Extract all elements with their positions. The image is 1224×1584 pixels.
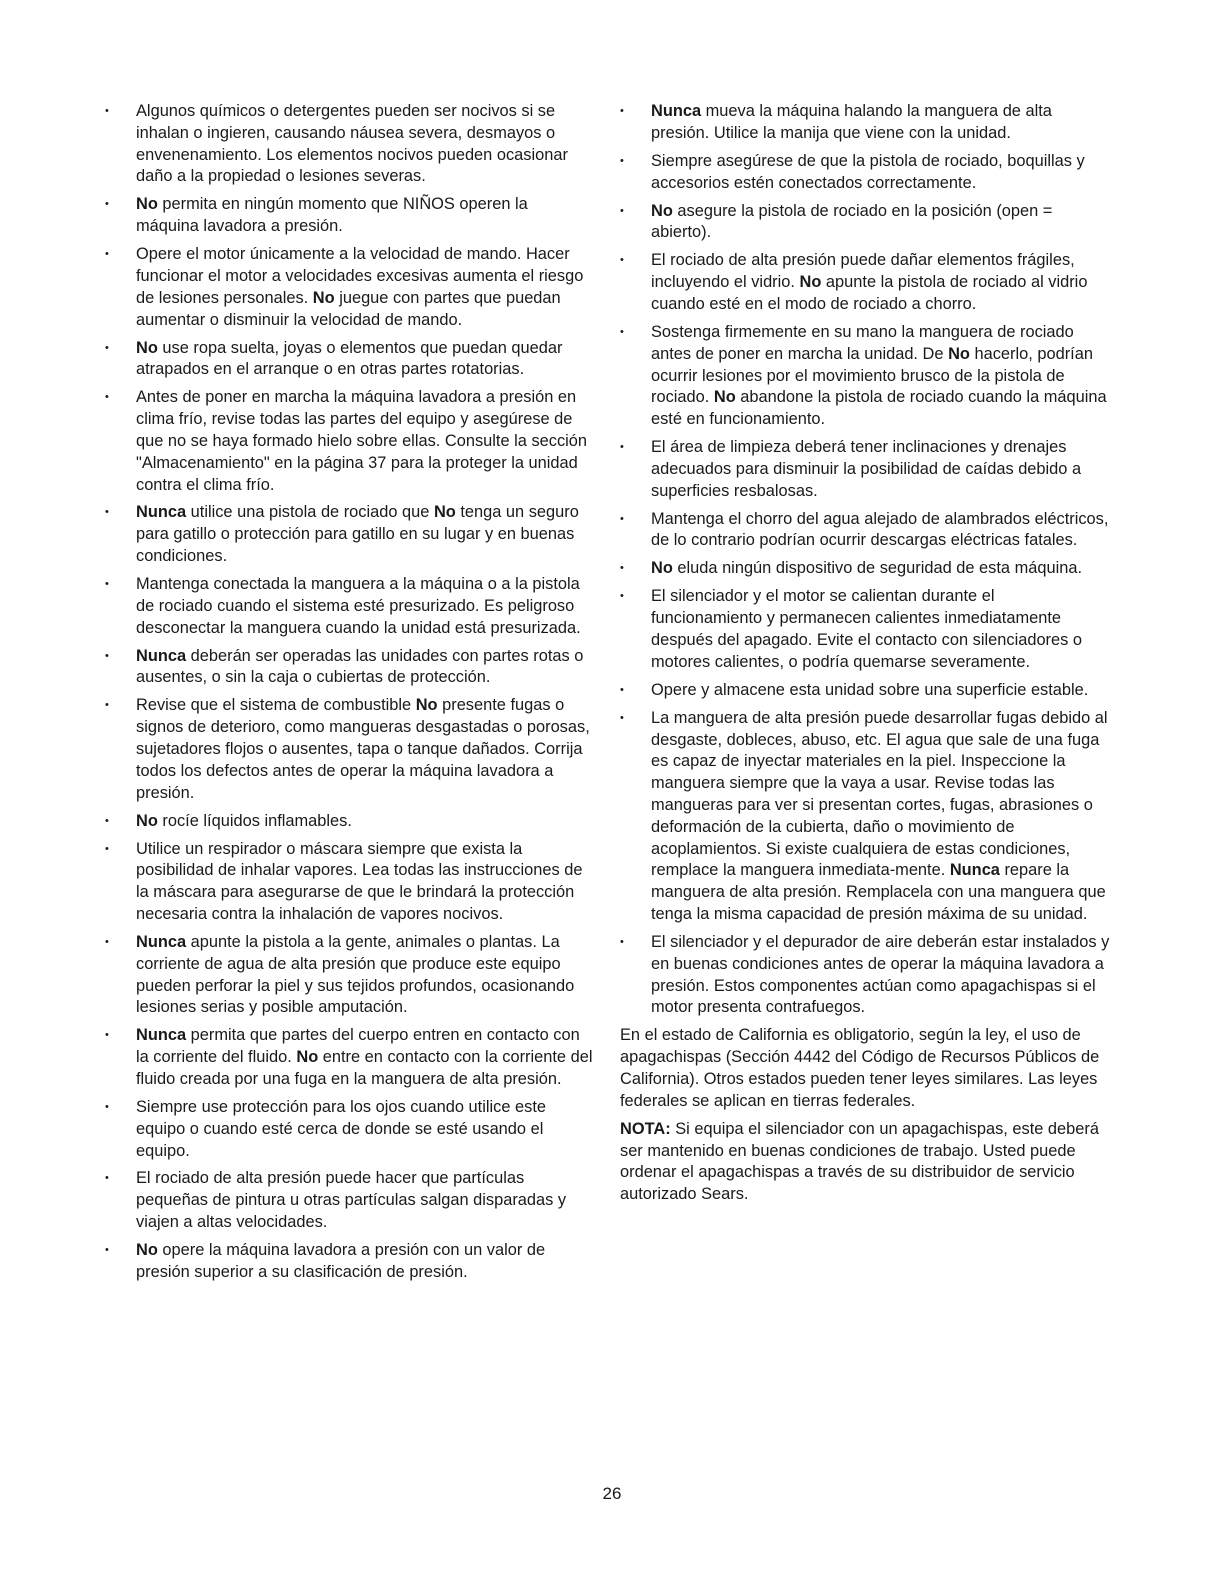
right-safety-list bbox=[620, 101, 1110, 1019]
item-text: apunte la pistola de rociado al vidrio cuando esté en el modo de rociado a chorro. bbox=[651, 273, 1088, 313]
california-paragraph: En el estado de California es obligatorio, según la ley, el uso de apagachispas (Sección 4442 del Código de Recursos Públicos de California). Otros estados pueden tener leyes similares. Las leyes federales se aplican en tierras federales. bbox=[620, 1026, 1100, 1110]
emphasis-text: No bbox=[433, 503, 456, 522]
list-item bbox=[620, 558, 1110, 580]
emphasis-text: No bbox=[136, 1241, 158, 1260]
item-text: Utilice un respirador o máscara siempre que exista la posibilidad de inhalar vapores. Lea todas las instrucciones de la máscara para asegurarse de que le brindará la protección necesaria contra la inhalación de vapores nocivos. bbox=[136, 839, 583, 923]
list-item bbox=[105, 839, 595, 926]
list-item bbox=[620, 151, 1110, 195]
item-text: El área de limpieza deberá tener inclinaciones y drenajes adecuados para disminuir la posibilidad de caídas debido a superficies resbalosas. bbox=[651, 438, 1082, 500]
emphasis-text: Nunca bbox=[136, 932, 187, 951]
item-text: Siempre asegúrese de que la pistola de rociado, boquillas y accesorios estén conectados correctamente. bbox=[651, 151, 1085, 192]
item-text: use ropa suelta, joyas o elementos que puedan quedar atrapados en el arranque o en otras partes rotatorias. bbox=[136, 338, 563, 379]
emphasis-text: No bbox=[651, 201, 673, 220]
list-item bbox=[105, 695, 595, 804]
list-item bbox=[105, 502, 595, 567]
left-column bbox=[105, 101, 595, 1290]
item-text: El silenciador y el motor se calientan durante el funcionamiento y permanecen calientes inmediatamente después del apagado. Evite el contacto con silenciadores o motores calientes, o podría quemarse severamente. bbox=[651, 587, 1082, 671]
list-item bbox=[105, 1240, 595, 1284]
left-safety-list bbox=[105, 101, 595, 1284]
item-text: hacerlo, podrían ocurrir lesiones por el movimiento brusco de la pistola de rociado. bbox=[651, 344, 1093, 407]
list-item bbox=[105, 101, 595, 188]
item-text: El silenciador y el depurador de aire deberán estar instalados y en buenas condiciones antes de operar la máquina lavadora a presión. Estos componentes actúan como apagachispas si el motor presenta contrafuegos. bbox=[651, 932, 1110, 1017]
list-item bbox=[620, 437, 1110, 502]
emphasis-text: No bbox=[296, 1048, 319, 1067]
item-text: mueva la máquina halando la manguera de alta presión. Utilice la manija que viene con la unidad. bbox=[651, 102, 1052, 142]
emphasis-text: No bbox=[651, 559, 673, 578]
item-text: eluda ningún dispositivo de seguridad de esta máquina. bbox=[672, 559, 1083, 578]
list-item bbox=[105, 1168, 595, 1233]
list-item bbox=[105, 574, 595, 639]
list-item bbox=[105, 1025, 595, 1090]
emphasis-text: No bbox=[136, 811, 158, 830]
note-paragraph bbox=[620, 1119, 1110, 1206]
emphasis-text: Nunca bbox=[949, 861, 1000, 880]
emphasis-text: No bbox=[799, 273, 822, 292]
item-text: deberán ser operadas las unidades con partes rotas o ausentes, o sin la caja o cubiertas de protección. bbox=[136, 646, 584, 687]
item-text: La manguera de alta presión puede desarrollar fugas debido al desgaste, dobleces, abuso, etc. El agua que sale de una fuga es capaz de inyectar materiales en la piel. Inspeccione la manguera siempre que la vaya a usar. Revise todas las mangueras para ver si presentan cortes, fugas, abrasiones o deformación de la cubierta, daño o movimiento de acoplamientos. Si existe cualquiera de estas condiciones, remplace la manguera inmediata-mente. bbox=[651, 708, 1108, 880]
item-text: permita que partes del cuerpo entren en contacto con la corriente del fluido. bbox=[136, 1026, 580, 1067]
list-item bbox=[620, 201, 1110, 245]
emphasis-text: Nunca bbox=[136, 646, 187, 665]
emphasis-text: No bbox=[415, 696, 438, 715]
list-item bbox=[105, 811, 595, 833]
list-item bbox=[620, 586, 1110, 673]
item-text: Mantenga el chorro del agua alejado de alambrados eléctricos, de lo contrario podrían ocurrir descargas eléctricas fatales. bbox=[651, 509, 1109, 550]
item-text: abandone la pistola de rociado cuando la máquina esté en funcionamiento. bbox=[651, 388, 1107, 429]
list-item bbox=[105, 194, 595, 238]
item-text: Opere el motor únicamente a la velocidad de mando. Hacer funcionar el motor a velocidades excesivas aumenta el riesgo de lesiones personales. bbox=[136, 245, 584, 307]
emphasis-text: No bbox=[312, 288, 335, 307]
list-item bbox=[620, 322, 1110, 431]
item-text: El rociado de alta presión puede hacer que partículas pequeñas de pintura u otras partículas salgan disparadas y viajen a altas velocidades. bbox=[136, 1169, 567, 1232]
item-text: Opere y almacene esta unidad sobre una superficie estable. bbox=[651, 680, 1089, 699]
note-text: Si equipa el silenciador con un apagachispas, este deberá ser mantenido en buenas condiciones de trabajo. Usted puede ordenar el apagachispas a través de su distribuidor de servicio autorizado Sears. bbox=[620, 1119, 1099, 1204]
item-text: juegue con partes que puedan aumentar o disminuir la velocidad de mando. bbox=[136, 288, 561, 329]
emphasis-text: No bbox=[136, 338, 158, 357]
item-text: utilice una pistola de rociado que bbox=[186, 503, 434, 522]
list-item bbox=[105, 338, 595, 382]
emphasis-text: No bbox=[136, 195, 158, 214]
emphasis-text: Nunca bbox=[136, 503, 187, 522]
item-text: presente fugas o signos de deterioro, como mangueras desgastadas o porosas, sujetadores flojos o ausentes, tapa o tanque dañados. Corrija todos los defectos antes de operar la máquina lavadora a presión. bbox=[136, 696, 590, 802]
item-text: Mantenga conectada la manguera a la máquina o a la pistola de rociado cuando el sistema esté presurizado. Es peligroso desconectar la manguera cuando la unidad está presurizada. bbox=[136, 575, 581, 637]
page-number: 26 bbox=[602, 1484, 622, 1503]
item-text: Revise que el sistema de combustible bbox=[136, 696, 416, 715]
item-text: tenga un seguro para gatillo o protección para gatillo en su lugar y en buenas condiciones. bbox=[136, 503, 579, 566]
list-item bbox=[105, 387, 595, 496]
list-item bbox=[620, 250, 1110, 315]
emphasis-text: Nunca bbox=[651, 102, 702, 120]
item-text: rocíe líquidos inflamables. bbox=[157, 811, 352, 830]
list-item bbox=[105, 646, 595, 690]
emphasis-text: Nunca bbox=[136, 1026, 187, 1045]
emphasis-text: No bbox=[713, 388, 736, 407]
list-item bbox=[105, 932, 595, 1019]
item-text: El rociado de alta presión puede dañar elementos frágiles, incluyendo el vidrio. bbox=[651, 251, 1075, 292]
list-item bbox=[620, 680, 1110, 702]
list-item bbox=[620, 101, 1110, 145]
item-text: Siempre use protección para los ojos cuando utilice este equipo o cuando esté cerca de donde se esté usando el equipo. bbox=[136, 1097, 546, 1160]
list-item bbox=[105, 1097, 595, 1162]
item-text: entre en contacto con la corriente del fluido creada por una fuga en la manguera de alta presión. bbox=[136, 1048, 593, 1088]
item-text: permita en ningún momento que NIÑOS operen la máquina lavadora a presión. bbox=[136, 195, 528, 236]
list-item bbox=[620, 708, 1110, 926]
item-text: Algunos químicos o detergentes pueden ser nocivos si se inhalan o ingieren, causando náusea severa, desmayos o envenenamiento. Los elementos nocivos pueden ocasionar daño a la propiedad o lesiones severas. bbox=[136, 102, 568, 186]
list-item bbox=[105, 244, 595, 331]
item-text: apunte la pistola a la gente, animales o plantas. La corriente de agua de alta presión que produce este equipo pueden perforar la piel y sus tejidos profundos, ocasionando lesiones serias y posible amputación. bbox=[136, 932, 575, 1017]
item-text: Sostenga firmemente en su mano la manguera de rociado antes de poner en marcha la unidad. De bbox=[651, 322, 1074, 363]
item-text: opere la máquina lavadora a presión con un valor de presión superior a su clasificación de presión. bbox=[136, 1241, 546, 1281]
item-text: Antes de poner en marcha la máquina lavadora a presión en clima frío, revise todas las partes del equipo y asegúrese de que no se haya formado hielo sobre ellas. Consulte la sección "Almacenamiento" en la página 37 para la proteger la unidad contra el clima frío. bbox=[136, 388, 588, 494]
item-text: repare la manguera de alta presión. Remplacela con una manguera que tenga la misma capacidad de presión máxima de su unidad. bbox=[651, 861, 1106, 923]
item-text: asegure la pistola de rociado en la posición (open = abierto). bbox=[651, 201, 1053, 242]
list-item bbox=[620, 509, 1110, 553]
note-label: NOTA: bbox=[620, 1119, 671, 1138]
list-item bbox=[620, 932, 1110, 1019]
emphasis-text: No bbox=[948, 344, 970, 363]
right-column bbox=[620, 101, 1110, 1212]
